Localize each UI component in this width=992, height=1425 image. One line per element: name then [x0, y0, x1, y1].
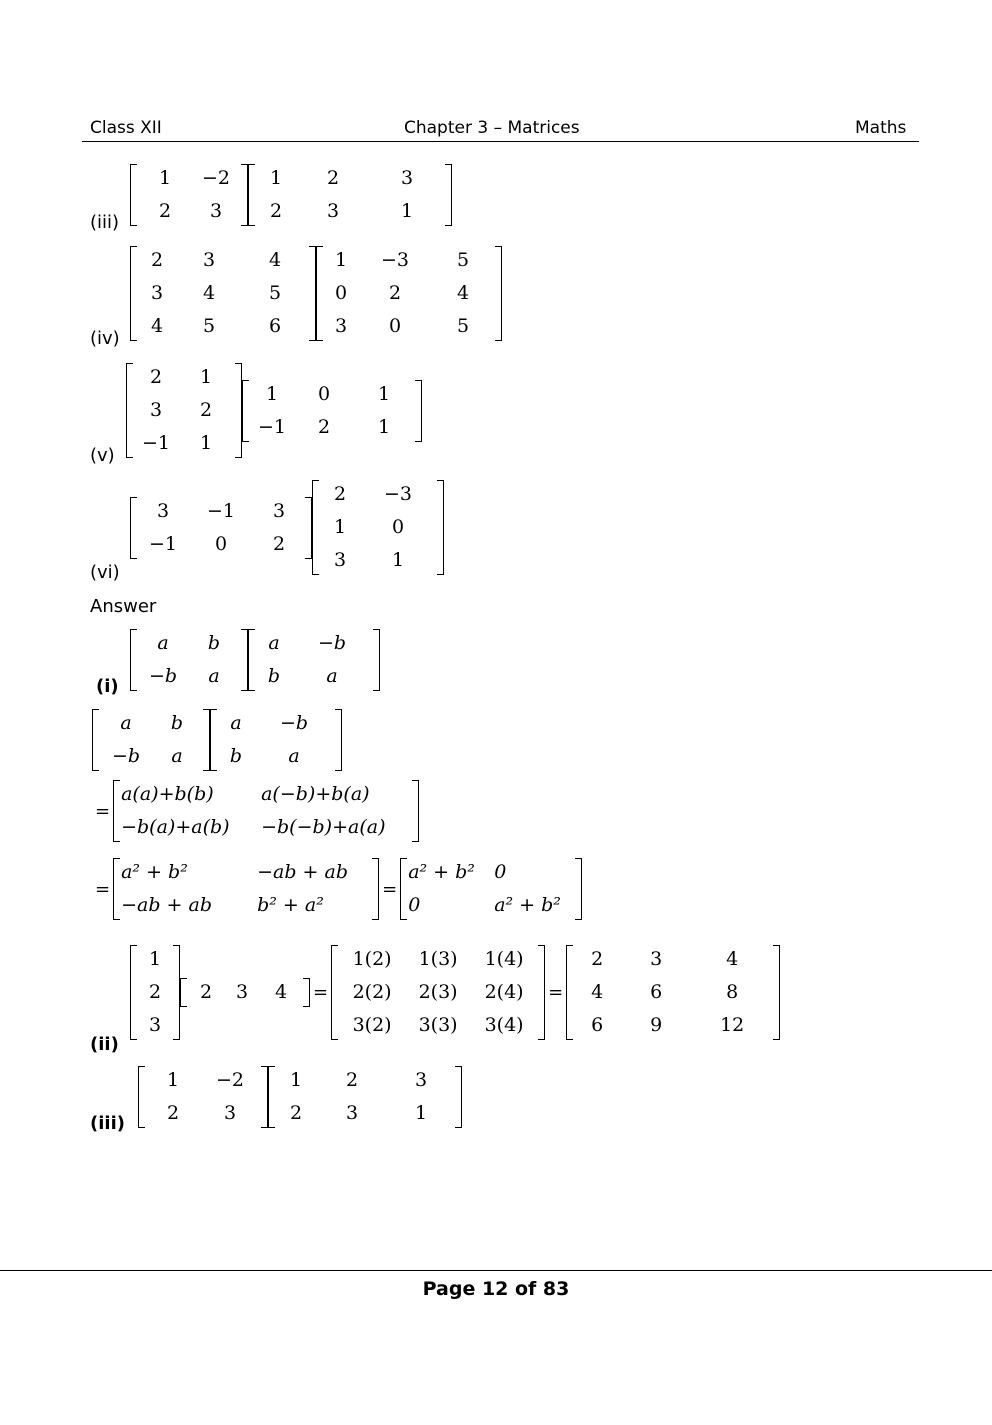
matrix-cell: 0	[388, 315, 402, 337]
question-iii-matrix-a	[130, 162, 248, 228]
matrix-cell: a	[326, 665, 338, 687]
answer-i-step-1-matrix-a	[92, 707, 210, 773]
question-iv-matrix-a	[130, 244, 316, 343]
matrix-cell: b	[170, 712, 184, 734]
matrix-cell: 2	[345, 1069, 359, 1091]
matrix-cell: −1	[206, 499, 235, 522]
matrix-cell: −b	[148, 665, 178, 687]
matrix-cell: 1	[199, 366, 213, 388]
matrix-cell: 2	[199, 399, 213, 421]
matrix-cell: 2(3)	[418, 981, 458, 1003]
answer-iii-expression	[138, 1064, 462, 1130]
matrix-cell: 1	[334, 249, 348, 271]
matrix-cell: 6	[268, 315, 282, 337]
matrix-cell: 3	[150, 282, 164, 304]
matrix-cell: 2	[269, 200, 283, 222]
matrix-cell: 3(4)	[484, 1014, 524, 1036]
matrix-cell: 9	[650, 1014, 663, 1036]
question-iii-expression	[130, 162, 452, 228]
answer-i-step-3	[92, 856, 582, 922]
question-v-expression	[126, 361, 422, 460]
matrix-cell: 5	[456, 315, 470, 337]
matrix-cell: 4	[456, 282, 470, 304]
answer-i-step-2-matrix	[113, 778, 419, 844]
matrix-cell: 2	[158, 200, 172, 222]
answer-ii-row-matrix	[180, 976, 310, 1009]
matrix-cell: 2	[150, 249, 164, 271]
matrix-cell: 2	[149, 366, 163, 388]
matrix-cell: 1	[265, 382, 279, 405]
matrix-cell: 0	[214, 532, 228, 555]
answer-i-step-3-matrix	[113, 856, 379, 922]
matrix-cell: b	[229, 745, 243, 767]
header-rule	[82, 141, 919, 142]
question-label-iii: (iii)	[90, 212, 120, 233]
matrix-cell: 6	[591, 1014, 604, 1036]
matrix-cell: 1	[333, 516, 347, 538]
matrix-cell: 2	[326, 167, 340, 189]
matrix-cell: 3	[149, 399, 163, 421]
question-v-matrix-b	[242, 378, 422, 444]
question-label-vi: (vi)	[90, 562, 120, 583]
matrix-cell: a	[208, 665, 220, 687]
matrix-cell: 2(4)	[484, 981, 524, 1003]
matrix-cell: 8	[726, 981, 739, 1003]
matrix-cell: a	[268, 632, 280, 654]
matrix-cell: 2	[591, 948, 604, 970]
question-label-v: (v)	[90, 445, 115, 466]
matrix-cell: 2	[199, 981, 213, 1003]
matrix-cell: 0	[391, 516, 405, 538]
matrix-cell: a(−b)+b(a)	[261, 783, 370, 805]
matrix-cell: 5	[202, 315, 216, 337]
answer-label-iii: (iii)	[90, 1113, 125, 1134]
answer-i-step-4-matrix	[400, 856, 582, 922]
matrix-cell: 3	[334, 315, 348, 337]
matrix-cell: 2	[317, 415, 331, 438]
matrix-cell: 2	[333, 483, 347, 505]
answer-heading: Answer	[90, 596, 157, 617]
matrix-cell: 2	[272, 532, 286, 555]
matrix-cell: a	[288, 745, 300, 767]
matrix-cell: a	[171, 745, 183, 767]
matrix-cell: 2(2)	[352, 981, 392, 1003]
header-class: Class XII	[90, 118, 162, 138]
page-number: Page 12 of 83	[422, 1278, 570, 1300]
answer-ii-expression	[130, 943, 780, 1042]
matrix-cell: 3(2)	[352, 1014, 392, 1036]
matrix-cell: −3	[380, 249, 409, 271]
matrix-cell: 3	[148, 1014, 162, 1036]
matrix-cell: 1	[289, 1069, 303, 1091]
matrix-cell: −b(−b)+a(a)	[261, 816, 386, 838]
matrix-cell: −ab + ab	[257, 861, 348, 883]
footer-rule	[0, 1270, 992, 1271]
matrix-cell: 3	[400, 167, 414, 189]
question-iv-matrix-b	[316, 244, 502, 343]
matrix-cell: 3	[202, 249, 216, 271]
answer-label-ii: (ii)	[90, 1034, 119, 1055]
matrix-cell: 3	[326, 200, 340, 222]
matrix-cell: b	[207, 632, 221, 654]
question-iii-matrix-b	[248, 162, 452, 228]
matrix-cell: −ab + ab	[121, 894, 212, 916]
matrix-cell: 4	[726, 948, 739, 970]
matrix-cell: −1	[257, 415, 286, 438]
matrix-cell: a(a)+b(b)	[121, 783, 214, 805]
matrix-cell: 0	[317, 382, 331, 405]
matrix-cell: 4	[268, 249, 282, 271]
matrix-cell: −2	[201, 167, 230, 189]
matrix-cell: 1	[158, 167, 172, 189]
matrix-cell: 3	[345, 1102, 359, 1124]
matrix-cell: −b	[279, 712, 309, 734]
matrix-cell: 1	[414, 1102, 428, 1124]
matrix-cell: 5	[268, 282, 282, 304]
question-iv-expression	[130, 244, 502, 343]
matrix-cell: 3	[414, 1069, 428, 1091]
matrix-cell: 1	[199, 432, 213, 454]
matrix-cell: 3(3)	[418, 1014, 458, 1036]
question-v-matrix-a	[126, 361, 242, 460]
matrix-cell: 3	[156, 499, 170, 522]
question-vi-matrix-b	[312, 478, 444, 577]
matrix-cell: 1	[391, 549, 405, 571]
matrix-cell: 1	[148, 948, 162, 970]
matrix-cell: 1(4)	[484, 948, 524, 970]
equals-sign: =	[548, 982, 564, 1003]
answer-ii-column-matrix	[130, 943, 180, 1042]
matrix-cell: 4	[274, 981, 288, 1003]
matrix-cell: 1	[377, 415, 391, 438]
matrix-cell: 3	[272, 499, 286, 522]
matrix-cell: 1	[166, 1069, 180, 1091]
question-vi-expression	[130, 478, 444, 577]
matrix-cell: 12	[720, 1014, 745, 1036]
matrix-cell: 3	[333, 549, 347, 571]
answer-i-step-1-matrix-b	[210, 707, 342, 773]
matrix-cell: −b	[317, 632, 347, 654]
matrix-cell: −1	[141, 432, 170, 454]
matrix-cell: a	[230, 712, 242, 734]
matrix-cell: a² + b²	[494, 894, 561, 916]
matrix-cell: −1	[148, 532, 177, 555]
matrix-cell: a² + b²	[121, 861, 188, 883]
answer-i-step-1	[92, 707, 342, 773]
matrix-cell: 5	[456, 249, 470, 271]
matrix-cell: 2	[289, 1102, 303, 1124]
matrix-cell: 1	[269, 167, 283, 189]
matrix-cell: 1	[377, 382, 391, 405]
matrix-cell: 3	[209, 200, 223, 222]
matrix-cell: 4	[591, 981, 604, 1003]
matrix-cell: 2	[148, 981, 162, 1003]
equals-sign: =	[313, 982, 329, 1003]
equals-sign: =	[382, 878, 398, 900]
matrix-cell: 2	[388, 282, 402, 304]
matrix-cell: 3	[223, 1102, 237, 1124]
matrix-cell: 0	[334, 282, 348, 304]
matrix-cell: −3	[383, 483, 412, 505]
header-chapter: Chapter 3 – Matrices	[404, 118, 580, 138]
header-subject: Maths	[855, 118, 907, 138]
answer-ii-result-matrix	[566, 943, 780, 1042]
answer-ii-product-matrix	[331, 943, 545, 1042]
matrix-cell: b	[267, 665, 281, 687]
equals-sign: =	[95, 878, 111, 900]
matrix-cell: 4	[150, 315, 164, 337]
matrix-cell: −b(a)+a(b)	[121, 816, 230, 838]
equals-sign: =	[95, 800, 111, 822]
matrix-cell: 6	[650, 981, 663, 1003]
matrix-cell: 2	[166, 1102, 180, 1124]
matrix-cell: a	[120, 712, 132, 734]
matrix-cell: 4	[202, 282, 216, 304]
matrix-cell: 1	[400, 200, 414, 222]
answer-i-expression	[130, 627, 380, 693]
matrix-cell: 1(3)	[418, 948, 458, 970]
matrix-cell: a	[157, 632, 169, 654]
matrix-cell: 0	[494, 861, 507, 883]
matrix-cell: 3	[650, 948, 663, 970]
question-label-iv: (iv)	[90, 328, 120, 349]
answer-iii-matrix-a	[138, 1064, 268, 1130]
question-vi-matrix-a	[130, 495, 312, 561]
answer-i-matrix-a	[130, 627, 248, 693]
answer-iii-matrix-b	[268, 1064, 462, 1130]
matrix-cell: 1(2)	[352, 948, 392, 970]
matrix-cell: −b	[111, 745, 141, 767]
matrix-cell: −2	[215, 1069, 244, 1091]
matrix-cell: a² + b²	[408, 861, 475, 883]
answer-i-step-2	[92, 778, 419, 844]
matrix-cell: 3	[235, 981, 249, 1003]
answer-label-i: (i)	[96, 676, 119, 697]
matrix-cell: 0	[408, 894, 421, 916]
answer-i-matrix-b	[248, 627, 380, 693]
matrix-cell: b² + a²	[257, 894, 324, 916]
